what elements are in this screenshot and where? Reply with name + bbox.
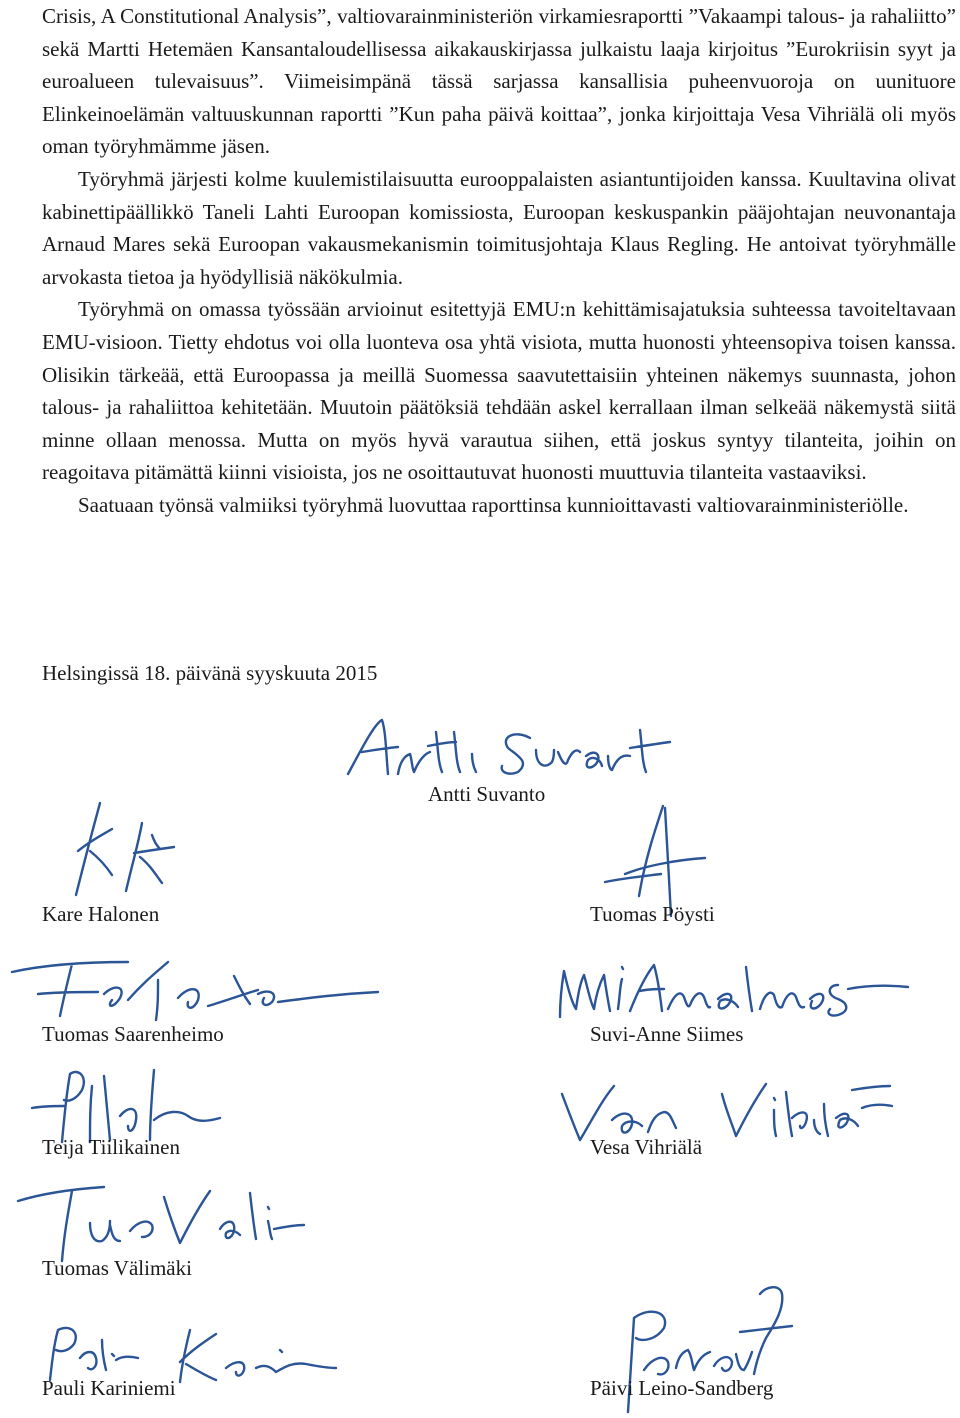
signatory-name: Tuomas Pöysti <box>590 902 715 926</box>
signatory-name: Pauli Kariniemi <box>42 1376 176 1400</box>
report-body-text <box>42 0 956 522</box>
signature-tuomas-valimaki <box>14 1175 304 1265</box>
signatory-name: Päivi Leino-Sandberg <box>590 1376 774 1400</box>
signature-tuomas-saarenheimo <box>8 950 398 1030</box>
signatory-name: Teija Tiilikainen <box>42 1135 180 1159</box>
signatory-name: Kare Halonen <box>42 902 160 926</box>
signatory-name: Tuomas Välimäki <box>42 1256 192 1280</box>
signature-kare-halonen <box>42 795 202 905</box>
signatory-name: Tuomas Saarenheimo <box>42 1022 224 1046</box>
paragraph: Työryhmä on omassa työssään arvioinut esitettyjä EMU:n kehittämisajatuksia suhteessa tavoiteltavaan EMU-visioon. Tietty ehdotus voi olla luonteva osa yhtä visiota, mutta huonosti yhteensopiva toisen kanssa. Olisikin tärkeää, että Euroopassa ja meillä Suomessa saavutettaisiin yhteinen näkemys suunnasta, johon talous- ja rahaliittoa kehitetään. Muutoin päätöksiä tehdään askel kerrallaan ilman selkeää näkemystä siitä minne ollaan menossa. Mutta on myös hyvä varautua siihen, että joskus syntyy tilanteita, joihin on reagoitava pitämättä kiinni visioista, jos ne osoittautuvat huonosti muuttuvia tilanteita vastaaviksi. <box>42 297 956 485</box>
place-and-date: Helsingissä 18. päivänä syyskuuta 2015 <box>42 661 378 685</box>
paragraph: Crisis, A Constitutional Analysis”, valtiovarainministeriön virkamiesraportti ”Vakaampi talous- ja rahaliitto” sekä Martti Hetemäen Kansantaloudellisessa aikakauskirjassa julkaistu laaja kirjoitus ”Eurokriisin syyt ja euroalueen tulevaisuus”. Viimeisimpänä tässä sarjassa kansallisia puheenvuoroja on uunituore Elinkeinoelämän valtuuskunnan raportti ”Kun paha päivä koittaa”, jonka kirjoittaja Vesa Vihriälä oli myös oman työryhmämme jäsen. <box>42 4 956 159</box>
paragraph: Työryhmä järjesti kolme kuulemistilaisuutta eurooppalaisten asiantuntijoiden kanssa. Kuultavina olivat kabinettipäällikkö Taneli Lahti Euroopan komissiosta, Euroopan keskuspankin pääjohtajan neuvonantaja Arnaud Mares sekä Euroopan vakausmekanismin toimitusjohtaja Klaus Regling. He antoivat työryhmälle arvokasta tietoa ja hyödyllisiä näkökulmia. <box>42 166 956 289</box>
signatory-name: Vesa Vihriälä <box>590 1135 703 1159</box>
signatory-name: Antti Suvanto <box>428 782 546 806</box>
signature-suvi-anne-siimes <box>548 955 918 1025</box>
paragraph: Saatuaan työnsä valmiiksi työryhmä luovuttaa raporttinsa kunnioittavasti valtiovarainministeriölle. <box>78 492 909 517</box>
signatory-name: Suvi-Anne Siimes <box>590 1022 744 1046</box>
